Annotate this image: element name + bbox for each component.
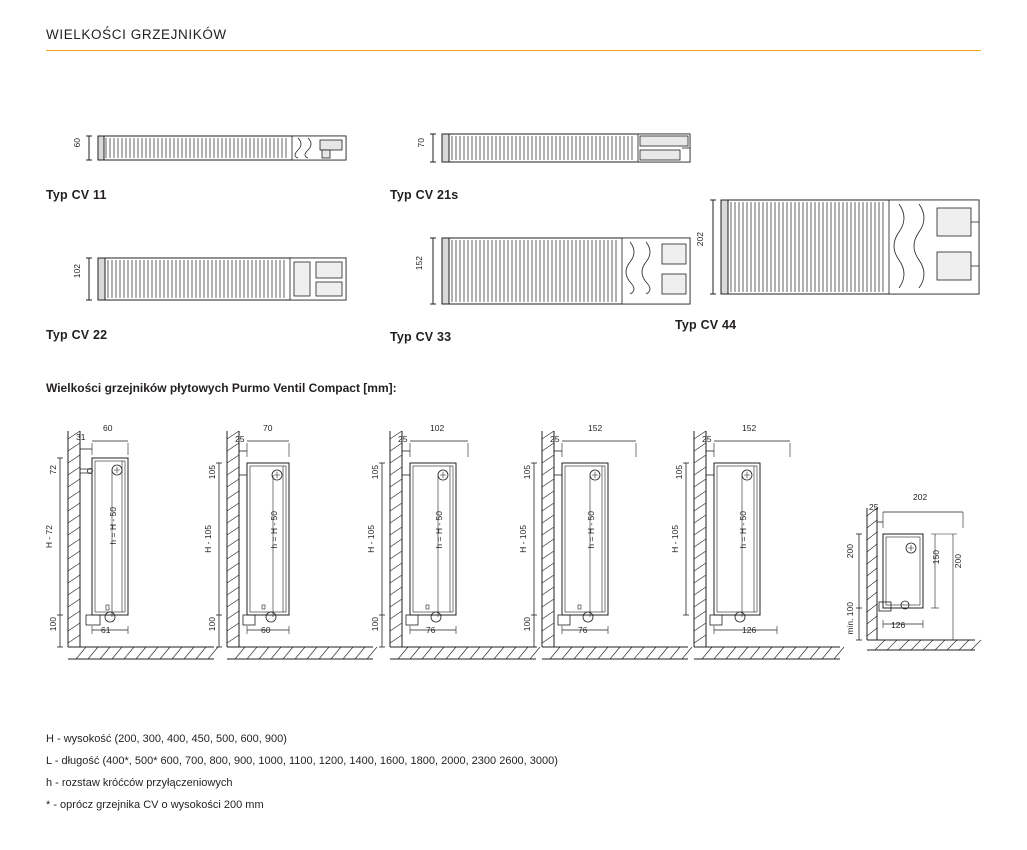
figure-cv11-side [46, 425, 221, 670]
cv21s-side-depth: 70 [263, 423, 273, 433]
cv22-side-drawing [368, 425, 543, 670]
cv33-side-drawing [520, 425, 695, 670]
cv22-side-wall-offset: 25 [398, 434, 408, 444]
note-footnote: * - oprócz grzejnika CV o wysokości 200 mm [46, 799, 264, 811]
cv44-side-base-width: 126 [742, 625, 757, 635]
cv44-detail-depth: 202 [913, 492, 928, 502]
cv44-detail-wall-offset: 25 [869, 502, 879, 512]
cv11-side-depth: 60 [103, 423, 113, 433]
cv21s-depth-dim: 70 [416, 138, 426, 148]
cv22-side-floor-gap: 100 [370, 617, 380, 632]
figure-cv33-side [520, 425, 695, 670]
cv44-section-drawing [675, 196, 985, 308]
page-header [46, 27, 981, 51]
cv44-side-top-gap: 105 [674, 465, 684, 480]
cv11-side-conn: h = H - 50 [108, 507, 118, 545]
legend-notes [46, 728, 976, 816]
cv44-type-label: Typ CV 44 [675, 318, 737, 332]
figure-cv22-side [368, 425, 543, 670]
cv21s-type-label: Typ CV 21s [390, 188, 459, 202]
cv44-detail-height-outer: 200 [845, 544, 855, 559]
cv33-depth-dim: 152 [414, 256, 424, 271]
figure-cv21s-section [390, 120, 720, 202]
note-length: L - długość (400*, 500* 600, 700, 800, 900, 1000, 1100, 1200, 1400, 1600, 1800, 2000, 2300 2600, 3000) [46, 755, 558, 767]
cv11-depth-dim: 60 [72, 138, 82, 148]
cv33-section-drawing [390, 232, 720, 322]
cv33-side-wall-offset: 25 [550, 434, 560, 444]
cv44-detail-height-right: 200 [953, 554, 963, 569]
cv44-detail-floor-label: min. 100 [845, 602, 855, 635]
cv33-side-floor-gap: 100 [522, 617, 532, 632]
cv11-side-height: H - 72 [44, 525, 54, 549]
cv33-side-depth: 152 [588, 423, 603, 433]
cv22-side-base-width: 76 [426, 625, 436, 635]
cv33-side-conn: h = H - 50 [586, 511, 596, 549]
cv44-side-wall-offset: 25 [702, 434, 712, 444]
cv22-side-conn: h = H - 50 [434, 511, 444, 549]
cv22-side-depth: 102 [430, 423, 445, 433]
cv22-depth-dim: 102 [72, 264, 82, 279]
cv33-type-label: Typ CV 33 [390, 330, 452, 344]
header-divider [46, 50, 981, 51]
cv44-depth-dim: 202 [695, 232, 705, 247]
cv11-side-base-width: 61 [101, 625, 111, 635]
cv21s-side-drawing [205, 425, 380, 670]
cv11-type-label: Typ CV 11 [46, 188, 107, 202]
figure-cv44-detail [835, 492, 995, 662]
cv22-side-height: H - 105 [366, 525, 376, 553]
cv44-detail-drawing [835, 492, 995, 662]
section-subtitle: Wielkości grzejników płytowych Purmo Ventil Compact [mm]: [46, 381, 397, 395]
note-connection-spacing: h - rozstaw króćców przyłączeniowych [46, 777, 233, 789]
cv22-type-label: Typ CV 22 [46, 328, 108, 342]
note-height: H - wysokość (200, 300, 400, 450, 500, 600, 900) [46, 733, 287, 745]
figure-cv33-section [390, 232, 720, 344]
figure-cv11-section [46, 120, 376, 202]
cv21s-side-floor-gap: 100 [207, 617, 217, 632]
cv44-side-drawing [672, 425, 847, 670]
cv11-side-drawing [46, 425, 221, 670]
cv44-side-height: H - 105 [670, 525, 680, 553]
cv33-side-base-width: 76 [578, 625, 588, 635]
cv21s-side-top-gap: 105 [207, 465, 217, 480]
cv33-side-top-gap: 105 [522, 465, 532, 480]
cv11-side-floor-gap: 100 [48, 617, 58, 632]
figure-cv44-side [672, 425, 847, 670]
cv11-side-wall-offset: 31 [76, 432, 86, 442]
cv44-detail-height-inner: 150 [931, 550, 941, 565]
cv21s-section-drawing [390, 120, 720, 180]
figure-cv22-section [46, 250, 376, 342]
cv11-side-top-gap: 72 [48, 465, 58, 475]
figure-cv21s-side [205, 425, 380, 670]
cv44-side-depth: 152 [742, 423, 757, 433]
cv21s-side-height: H - 105 [203, 525, 213, 553]
cv22-side-top-gap: 105 [370, 465, 380, 480]
page-title: WIELKOŚCI GRZEJNIKÓW [46, 27, 227, 42]
cv21s-side-wall-offset: 25 [235, 434, 245, 444]
cv22-section-drawing [46, 250, 376, 320]
cv21s-side-base-width: 60 [261, 625, 271, 635]
cv33-side-height: H - 105 [518, 525, 528, 553]
cv44-side-conn: h = H - 50 [738, 511, 748, 549]
figure-cv44-section [675, 196, 985, 332]
cv44-detail-base-width: 126 [891, 620, 906, 630]
cv11-section-drawing [46, 120, 376, 180]
cv21s-side-conn: h = H - 50 [269, 511, 279, 549]
